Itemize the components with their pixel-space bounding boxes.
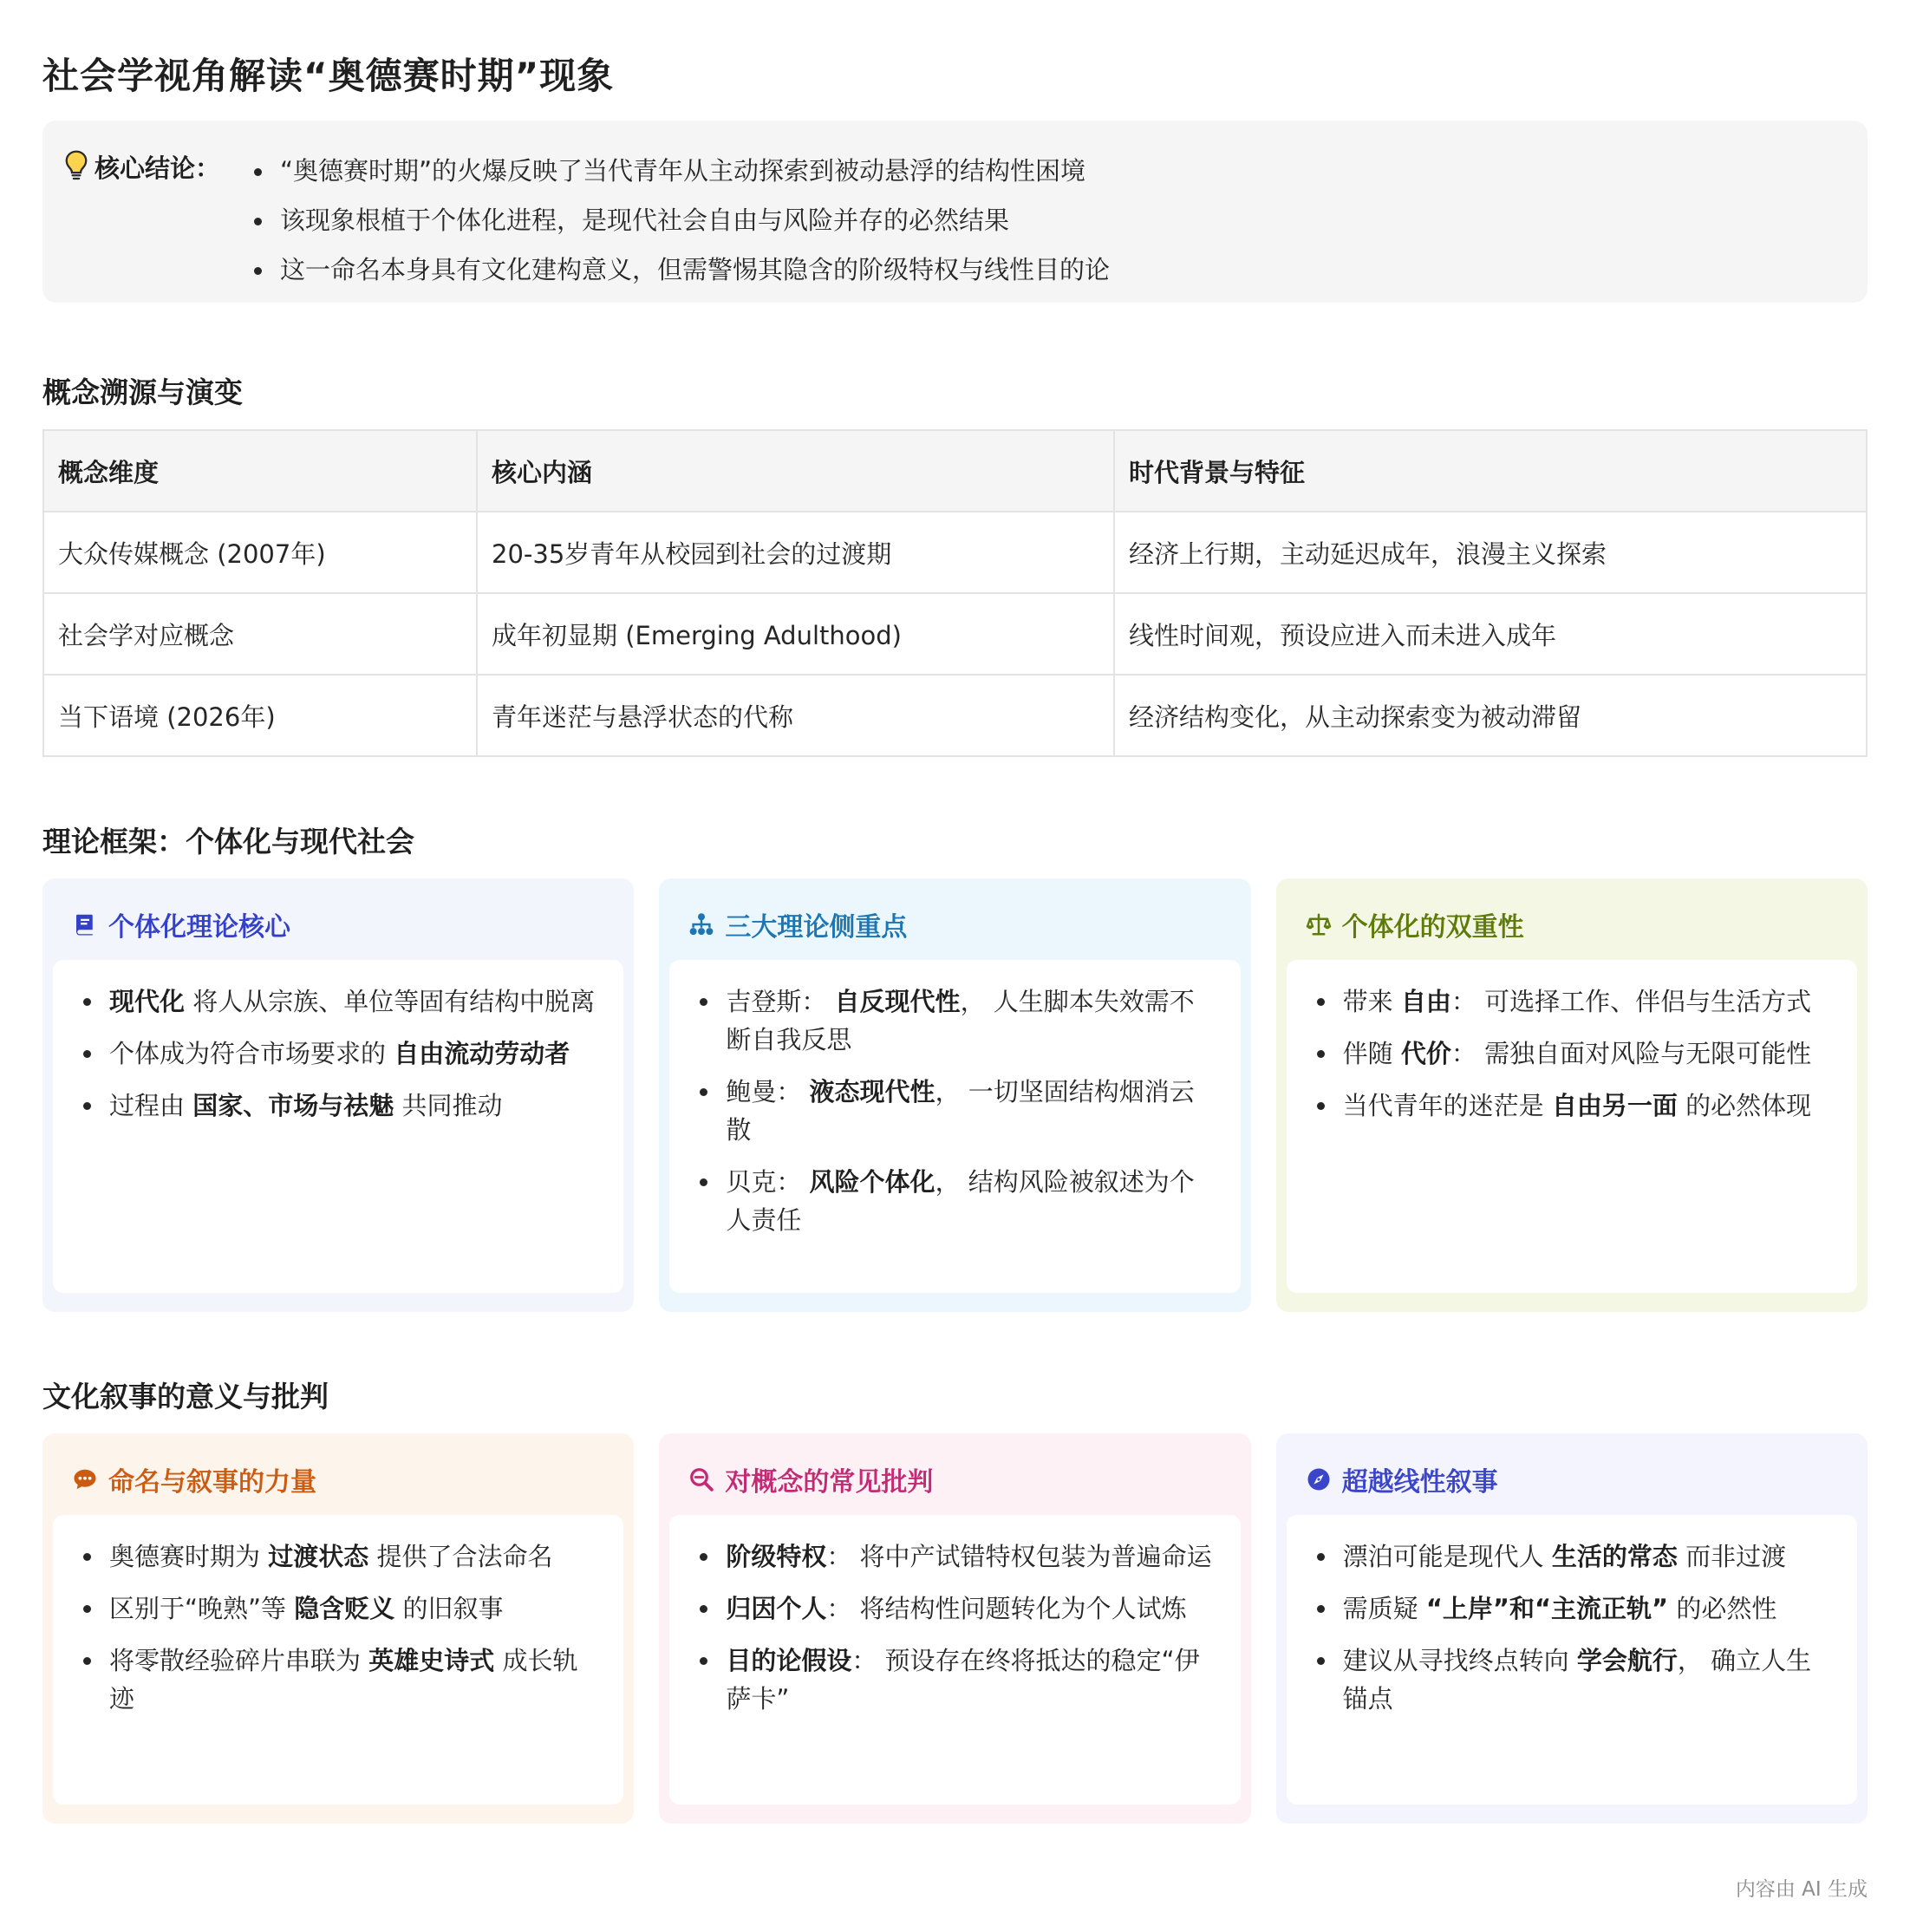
card-header [669, 1444, 1240, 1515]
emphasis-text: 风险个体化 [809, 1167, 935, 1197]
list-item [77, 1035, 599, 1073]
card-critiques [659, 1433, 1250, 1824]
item-text: 伴随 [1342, 1039, 1401, 1068]
emphasis-text: 英雄史诗式 [368, 1646, 495, 1675]
card-header [53, 1444, 623, 1515]
conclusion-item: “奥德赛时期”的火爆反映了当代青年从主动探索到被动悬浮的结构性困境 [251, 147, 1110, 196]
list-item [1311, 982, 1833, 1021]
item-text: 贝克： [726, 1167, 810, 1197]
item-text: 个体成为符合市场要求的 [109, 1039, 394, 1068]
table-header-cell: 核心内涵 [477, 430, 1114, 512]
table-header-cell: 时代背景与特征 [1114, 430, 1867, 512]
item-text: ， 确立人生锚点 [1342, 1646, 1812, 1713]
list-item [77, 1642, 599, 1718]
item-text: 漂泊可能是现代人 [1342, 1542, 1552, 1571]
culture-heading: 文化叙事的意义与批判 [42, 1380, 329, 1413]
list-item [1311, 1537, 1833, 1576]
list-item [1311, 1642, 1833, 1718]
item-text: 的旧叙事 [394, 1594, 504, 1623]
list-item [1311, 1035, 1833, 1073]
emphasis-text: 目的论假设 [726, 1646, 852, 1675]
item-text: ： 可选择工作、伴侣与生活方式 [1450, 987, 1812, 1016]
item-text: 建议从寻找终点转向 [1342, 1646, 1577, 1675]
book-icon [72, 911, 98, 937]
theory-cards [42, 878, 1868, 1312]
card-body [1287, 960, 1857, 1293]
item-text: 过程由 [109, 1091, 193, 1120]
card-list [1311, 982, 1833, 1125]
item-text: 提供了合法命名 [368, 1542, 553, 1571]
list-item [694, 1589, 1216, 1628]
card-body [1287, 1515, 1857, 1805]
card-title: 对概念的常见批判 [725, 1467, 934, 1498]
emphasis-text: 代价 [1400, 1039, 1451, 1068]
card-list [694, 982, 1216, 1239]
emphasis-text: 学会航行 [1576, 1646, 1678, 1675]
item-text: 带来 [1342, 987, 1401, 1016]
table-cell: 成年初显期 (Emerging Adulthood) [477, 593, 1114, 675]
table-cell: 当下语境 (2026年) [43, 675, 477, 756]
card-header [1287, 1444, 1857, 1515]
emphasis-text: 归因个人 [726, 1594, 827, 1623]
item-text: ： 预设存在终将抵达的稳定“伊萨卡” [726, 1646, 1200, 1713]
card-beyond-linear [1276, 1433, 1868, 1824]
table-header-cell: 概念维度 [43, 430, 477, 512]
card-three-theories [659, 878, 1250, 1312]
list-item [694, 1642, 1216, 1718]
magnifier-icon [688, 1466, 714, 1492]
list-item [694, 982, 1216, 1059]
table-cell: 20-35岁青年从校园到社会的过渡期 [477, 512, 1114, 593]
table-cell: 社会学对应概念 [43, 593, 477, 675]
compass-icon [1306, 1466, 1332, 1492]
item-text: 鲍曼： [726, 1077, 810, 1106]
item-text: ， 一切坚固结构烟消云散 [726, 1077, 1195, 1145]
speech-bubble-icon [72, 1466, 98, 1492]
conclusion-item: 这一命名本身具有文化建构意义，但需警惕其隐含的阶级特权与线性目的论 [251, 245, 1110, 295]
item-text: 当代青年的迷茫是 [1342, 1091, 1552, 1120]
item-text: 吉登斯： [726, 987, 835, 1016]
emphasis-text: 自由另一面 [1551, 1091, 1678, 1120]
theory-heading: 理论框架：个体化与现代社会 [42, 825, 414, 858]
list-item [1311, 1087, 1833, 1125]
card-body [53, 1515, 623, 1805]
item-text: ： 需独自面对风险与无限可能性 [1450, 1039, 1812, 1068]
item-text: 奥德赛时期为 [109, 1542, 269, 1571]
emphasis-text: 自反现代性 [834, 987, 961, 1016]
emphasis-text: 现代化 [109, 987, 186, 1016]
card-title: 个体化的双重性 [1341, 912, 1524, 943]
lightbulb-icon [63, 149, 89, 182]
culture-cards [42, 1433, 1868, 1824]
table-row [43, 675, 1867, 756]
list-item [1311, 1589, 1833, 1628]
emphasis-text: 国家、市场与祛魅 [192, 1091, 394, 1120]
conclusion-label: 核心结论： [95, 153, 221, 183]
item-text: 共同推动 [394, 1091, 503, 1120]
card-header [669, 889, 1240, 960]
emphasis-text: “上岸”和“主流正轨” [1425, 1594, 1669, 1623]
card-title: 个体化理论核心 [108, 912, 290, 943]
item-text: ， 人生脚本失效需不断自我反思 [726, 987, 1195, 1054]
conclusion-list [251, 121, 1110, 303]
item-text: ， 结构风险被叙述为个人责任 [726, 1167, 1195, 1235]
card-body [669, 1515, 1240, 1805]
conclusion-box [42, 121, 1868, 303]
list-item [77, 982, 599, 1021]
conclusion-label-wrap [63, 121, 251, 303]
list-item [694, 1073, 1216, 1149]
card-individualization-core [42, 878, 634, 1312]
origin-table [42, 429, 1868, 757]
emphasis-text: 自由 [1400, 987, 1451, 1016]
emphasis-text: 自由流动劳动者 [394, 1039, 570, 1068]
origin-heading: 概念溯源与演变 [42, 375, 243, 409]
item-text: 需质疑 [1342, 1594, 1426, 1623]
card-header [1287, 889, 1857, 960]
item-text: 区别于“晚熟”等 [109, 1594, 295, 1623]
card-body [53, 960, 623, 1293]
conclusion-item: 该现象根植于个体化进程，是现代社会自由与风险并存的必然结果 [251, 196, 1110, 245]
card-duality [1276, 878, 1868, 1312]
list-item [694, 1163, 1216, 1239]
item-text: ： 将中产试错特权包装为普遍命运 [826, 1542, 1212, 1571]
emphasis-text: 生活的常态 [1551, 1542, 1678, 1571]
card-naming-power [42, 1433, 634, 1824]
card-list [77, 982, 599, 1125]
emphasis-text: 液态现代性 [809, 1077, 935, 1106]
scale-icon [1306, 911, 1332, 937]
card-header [53, 889, 623, 960]
table-cell: 青年迷茫与悬浮状态的代称 [477, 675, 1114, 756]
item-text: 的必然体现 [1677, 1091, 1812, 1120]
ai-generated-note: 内容由 AI 生成 [1735, 1878, 1868, 1901]
item-text: 将零散经验碎片串联为 [109, 1646, 369, 1675]
table-header-row [43, 430, 1867, 512]
card-title: 三大理论侧重点 [725, 912, 908, 943]
list-item [77, 1537, 599, 1576]
card-list [1311, 1537, 1833, 1718]
card-title: 命名与叙事的力量 [108, 1467, 316, 1498]
list-item [694, 1537, 1216, 1576]
page-title: 社会学视角解读“奥德赛时期”现象 [42, 55, 615, 97]
item-text: 而非过渡 [1677, 1542, 1787, 1571]
item-text: 成长轨迹 [109, 1646, 578, 1713]
table-row [43, 512, 1867, 593]
table-row [43, 593, 1867, 675]
emphasis-text: 过渡状态 [268, 1542, 369, 1571]
table-cell: 经济上行期，主动延迟成年，浪漫主义探索 [1114, 512, 1867, 593]
table-cell: 经济结构变化，从主动探索变为被动滞留 [1114, 675, 1867, 756]
list-item [77, 1589, 599, 1628]
hierarchy-icon [688, 911, 714, 937]
table-cell: 大众传媒概念 (2007年) [43, 512, 477, 593]
list-item [77, 1087, 599, 1125]
emphasis-text: 隐含贬义 [294, 1594, 395, 1623]
item-text: ： 将结构性问题转化为个人试炼 [826, 1594, 1187, 1623]
card-list [694, 1537, 1216, 1718]
card-title: 超越线性叙事 [1341, 1467, 1498, 1498]
item-text: 将人从宗族、单位等固有结构中脱离 [185, 987, 596, 1016]
card-body [669, 960, 1240, 1293]
emphasis-text: 阶级特权 [726, 1542, 827, 1571]
card-list [77, 1537, 599, 1718]
item-text: 的必然性 [1668, 1594, 1777, 1623]
table-cell: 线性时间观，预设应进入而未进入成年 [1114, 593, 1867, 675]
